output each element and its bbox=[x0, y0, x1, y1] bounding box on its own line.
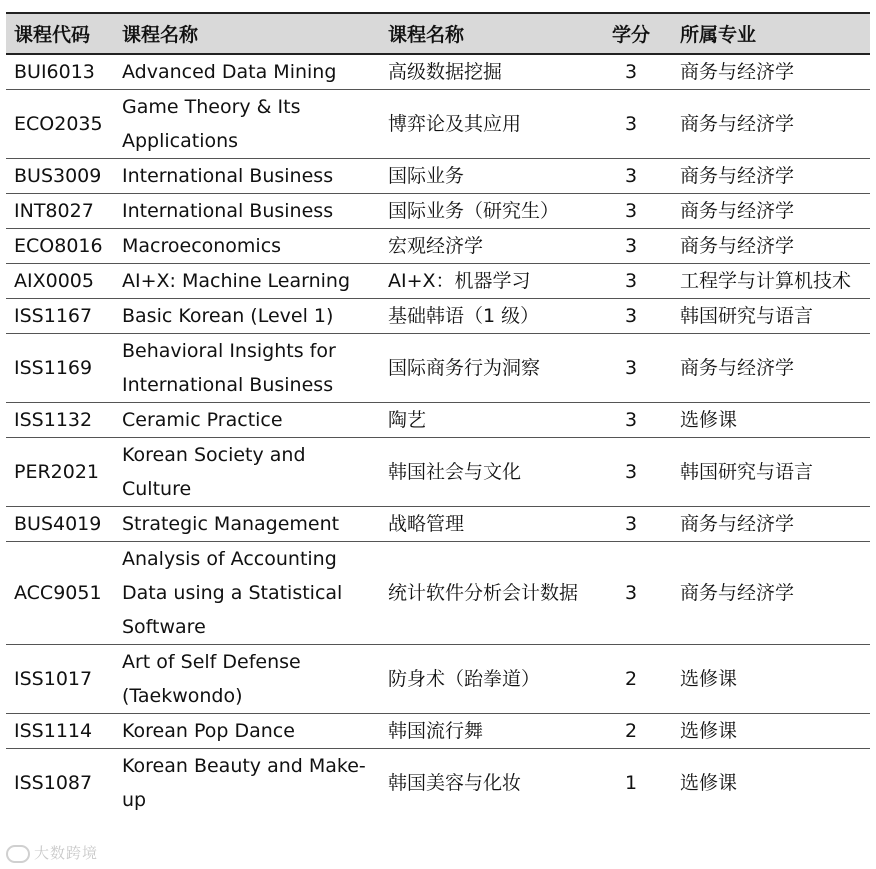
cell-course-code: ISS1132 bbox=[6, 403, 114, 438]
cell-course-name-cn: 国际商务行为洞察 bbox=[380, 334, 590, 403]
table-header-row bbox=[6, 13, 870, 54]
cell-credits: 3 bbox=[590, 229, 672, 264]
cell-course-name-en: International Business bbox=[114, 159, 380, 194]
cell-major: 选修课 bbox=[680, 772, 738, 794]
watermark bbox=[6, 842, 98, 863]
table-row bbox=[6, 90, 870, 159]
cell-course-name-cn: 国际业务 bbox=[380, 159, 590, 194]
cell-course-name-cn: 防身术（跆拳道） bbox=[380, 645, 590, 714]
table-row bbox=[6, 403, 870, 438]
cell-course-code: INT8027 bbox=[6, 194, 114, 229]
table-row bbox=[6, 749, 870, 818]
cell-course-code: BUS3009 bbox=[6, 159, 114, 194]
table-row bbox=[6, 334, 870, 403]
header-major: 所属专业 bbox=[672, 13, 870, 54]
cell-course-name-en: Korean Beauty and Make-up bbox=[122, 755, 366, 811]
cell-course-name-en: Behavioral Insights for International Business bbox=[114, 334, 380, 403]
cell-credits: 3 bbox=[590, 299, 672, 334]
cell-course-code: AIX0005 bbox=[6, 264, 114, 299]
table-row bbox=[6, 645, 870, 714]
cell-course-code: ISS1169 bbox=[6, 334, 114, 403]
cell-credits: 3 bbox=[590, 90, 672, 159]
cell-credits: 3 bbox=[590, 507, 672, 542]
cell-credits: 3 bbox=[590, 194, 672, 229]
cell-course-code: BUS4019 bbox=[6, 507, 114, 542]
cell-course-name-cn: 战略管理 bbox=[380, 507, 590, 542]
cell-credits: 3 bbox=[590, 403, 672, 438]
cell-credits: 2 bbox=[590, 714, 672, 749]
cell-major: 选修课 bbox=[672, 714, 870, 749]
cell-course-name-en: AI+X: Machine Learning bbox=[114, 264, 380, 299]
cell-course-name-en: Ceramic Practice bbox=[114, 403, 380, 438]
table-row bbox=[6, 507, 870, 542]
cell-course-code: ISS1114 bbox=[6, 714, 114, 749]
cell-course-name-en: Advanced Data Mining bbox=[114, 54, 380, 90]
cell-course-code: PER2021 bbox=[6, 438, 114, 507]
cell-course-name-en: Korean Society and Culture bbox=[114, 438, 380, 507]
cell-major: 商务与经济学 bbox=[672, 229, 870, 264]
cell-credits: 3 bbox=[590, 542, 672, 645]
cell-course-name-cn: 韩国社会与文化 bbox=[380, 438, 590, 507]
watermark-text: 大数跨境 bbox=[34, 844, 99, 862]
course-table bbox=[6, 12, 870, 817]
table-row bbox=[6, 542, 870, 645]
header-credits: 学分 bbox=[590, 13, 672, 54]
cell-course-name-en: International Business bbox=[114, 194, 380, 229]
cell-course-code: ECO8016 bbox=[6, 229, 114, 264]
cell-credits: 2 bbox=[590, 645, 672, 714]
cell-course-name-en: Korean Pop Dance bbox=[114, 714, 380, 749]
cell-course-code: ACC9051 bbox=[6, 542, 114, 645]
cell-course-code: ECO2035 bbox=[6, 90, 114, 159]
cell-course-code: ISS1017 bbox=[6, 645, 114, 714]
cell-course-name-cn: AI+X：机器学习 bbox=[380, 264, 590, 299]
header-course-name-cn: 课程名称 bbox=[380, 13, 590, 54]
cell-course-name-en: Art of Self Defense (Taekwondo) bbox=[114, 645, 380, 714]
table-row bbox=[6, 714, 870, 749]
cell-course-name-cn: 韩国美容与化妆 bbox=[388, 772, 522, 794]
cell-course-name-en: Analysis of Accounting Data using a Statistical Software bbox=[114, 542, 380, 645]
cell-credits: 3 bbox=[590, 438, 672, 507]
cell-course-name-en: Strategic Management bbox=[114, 507, 380, 542]
cell-credits: 3 bbox=[590, 54, 672, 90]
table-row bbox=[6, 438, 870, 507]
cell-major: 商务与经济学 bbox=[672, 159, 870, 194]
cell-major: 工程学与计算机技术 bbox=[672, 264, 870, 299]
table-row bbox=[6, 194, 870, 229]
cell-major: 商务与经济学 bbox=[672, 334, 870, 403]
cell-course-name-cn: 国际业务（研究生） bbox=[380, 194, 590, 229]
cell-major: 选修课 bbox=[672, 403, 870, 438]
table-row bbox=[6, 299, 870, 334]
table-body bbox=[6, 54, 870, 817]
header-course-code: 课程代码 bbox=[6, 13, 114, 54]
cell-course-code: BUI6013 bbox=[6, 54, 114, 90]
cell-course-name-cn: 基础韩语（1 级） bbox=[380, 299, 590, 334]
cell-major: 商务与经济学 bbox=[672, 194, 870, 229]
cell-major: 商务与经济学 bbox=[672, 54, 870, 90]
cell-course-name-en: Game Theory & Its Applications bbox=[114, 90, 380, 159]
cell-course-name-cn: 博弈论及其应用 bbox=[380, 90, 590, 159]
cell-major: 韩国研究与语言 bbox=[672, 438, 870, 507]
watermark-logo-icon bbox=[6, 845, 30, 863]
table-row bbox=[6, 229, 870, 264]
cell-course-name-en: Macroeconomics bbox=[114, 229, 380, 264]
cell-course-code: ISS1167 bbox=[6, 299, 114, 334]
cell-course-name-cn: 韩国流行舞 bbox=[380, 714, 590, 749]
cell-course-name-cn: 宏观经济学 bbox=[380, 229, 590, 264]
cell-course-name-en: Basic Korean (Level 1) bbox=[114, 299, 380, 334]
header-course-name-en: 课程名称 bbox=[114, 13, 380, 54]
cell-major: 商务与经济学 bbox=[672, 507, 870, 542]
cell-course-name-cn: 高级数据挖掘 bbox=[380, 54, 590, 90]
cell-credits: 3 bbox=[590, 159, 672, 194]
cell-major: 韩国研究与语言 bbox=[672, 299, 870, 334]
cell-major: 商务与经济学 bbox=[672, 90, 870, 159]
table-row bbox=[6, 54, 870, 90]
cell-credits: 3 bbox=[590, 334, 672, 403]
table-row bbox=[6, 159, 870, 194]
cell-course-code: ISS1087 bbox=[14, 772, 93, 794]
cell-course-name-cn: 统计软件分析会计数据 bbox=[380, 542, 590, 645]
table-row bbox=[6, 264, 870, 299]
cell-credits: 1 bbox=[624, 772, 638, 794]
cell-course-name-cn: 陶艺 bbox=[380, 403, 590, 438]
cell-major: 选修课 bbox=[672, 645, 870, 714]
cell-major: 商务与经济学 bbox=[672, 542, 870, 645]
cell-credits: 3 bbox=[590, 264, 672, 299]
